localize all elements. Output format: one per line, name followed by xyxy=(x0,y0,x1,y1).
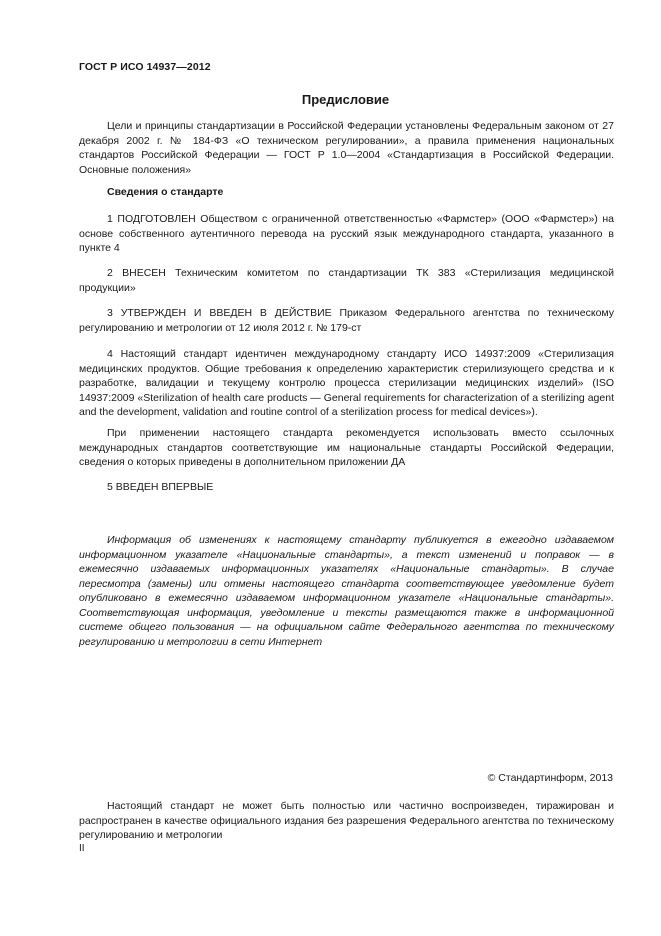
page-title: Предисловие xyxy=(301,92,390,107)
item-2: 2 ВНЕСЕН Техническим комитетом по стандартизации ТК 383 «Стерилизация медицинской продукции» xyxy=(79,267,614,294)
item-1: 1 ПОДГОТОВЛЕН Обществом с ограниченной ответственностью «Фармстер» (ООО «Фармстер») на основе собственного аутентичного перевода на русский язык международного стандарта, указанного в пункте 4 xyxy=(79,213,614,254)
intro-paragraph: Цели и принципы стандартизации в Российской Федерации установлены Федеральным законом от 27 декабря 2002 г. № 184-ФЗ «О техническом регулировании», а правила применения национальных стандартов Российской Федерации — ГОСТ Р 1.0—2004 «Стандартизация в Российской Федерации. Основные положения» xyxy=(79,120,614,176)
page-number: II xyxy=(79,843,85,854)
item-3: 3 УТВЕРЖДЕН И ВВЕДЕН В ДЕЙСТВИЕ Приказом Федерального агентства по техническому регулированию и метрологии от 12 июля 2012 г. № 179-ст xyxy=(79,307,614,334)
item-5: 5 ВВЕДЕН ВПЕРВЫЕ xyxy=(107,481,214,493)
copyright-line: © Стандартинформ, 2013 xyxy=(487,772,613,784)
reproduction-notice: Настоящий стандарт не может быть полностью или частично воспроизведен, тиражирован и распространен в качестве официального издания без разрешения Федерального агентства по техническому регулированию и метрологии xyxy=(79,800,614,841)
section-heading: Сведения о стандарте xyxy=(107,186,224,198)
item-4-note: При применении настоящего стандарта рекомендуется использовать вместо ссылочных международных стандартов соответствующие им национальные стандарты Российской Федерации, сведения о которых приведены в дополнительном приложении ДА xyxy=(79,427,614,468)
document-code-header: ГОСТ Р ИСО 14937—2012 xyxy=(79,61,211,73)
item-4: 4 Настоящий стандарт идентичен международному стандарту ИСО 14937:2009 «Стерилизация медицинских продуктов. Общие требования к определению характеристик стерилизующего средства и к разработке, валидации и текущему контролю процесса стерилизации медицинских изделий» (ISO 14937:2009 «Sterilization of health care products — General requirements for characterization of a sterilizing agent and the development, validation and routine control of a sterilization process for medical devices»). xyxy=(79,348,614,418)
info-notice: Информация об изменениях к настоящему стандарту публикуется в ежегодно издаваемом информационном указателе «Национальные стандарты», а текст изменений и поправок — в ежемесячно издаваемых информационных указателях «Национальные стандарты». В случае пересмотра (замены) или отмены настоящего стандарта соответствующее уведомление будет опубликовано в ежемесячно издаваемом информационном указателе «Национальные стандарты». Соответствующая информация, уведомление и тексты размещаются также в информационной системе общего пользования — на официальном сайте Федерального агентства по техническому регулированию и метрологии в сети Интернет xyxy=(79,534,614,648)
